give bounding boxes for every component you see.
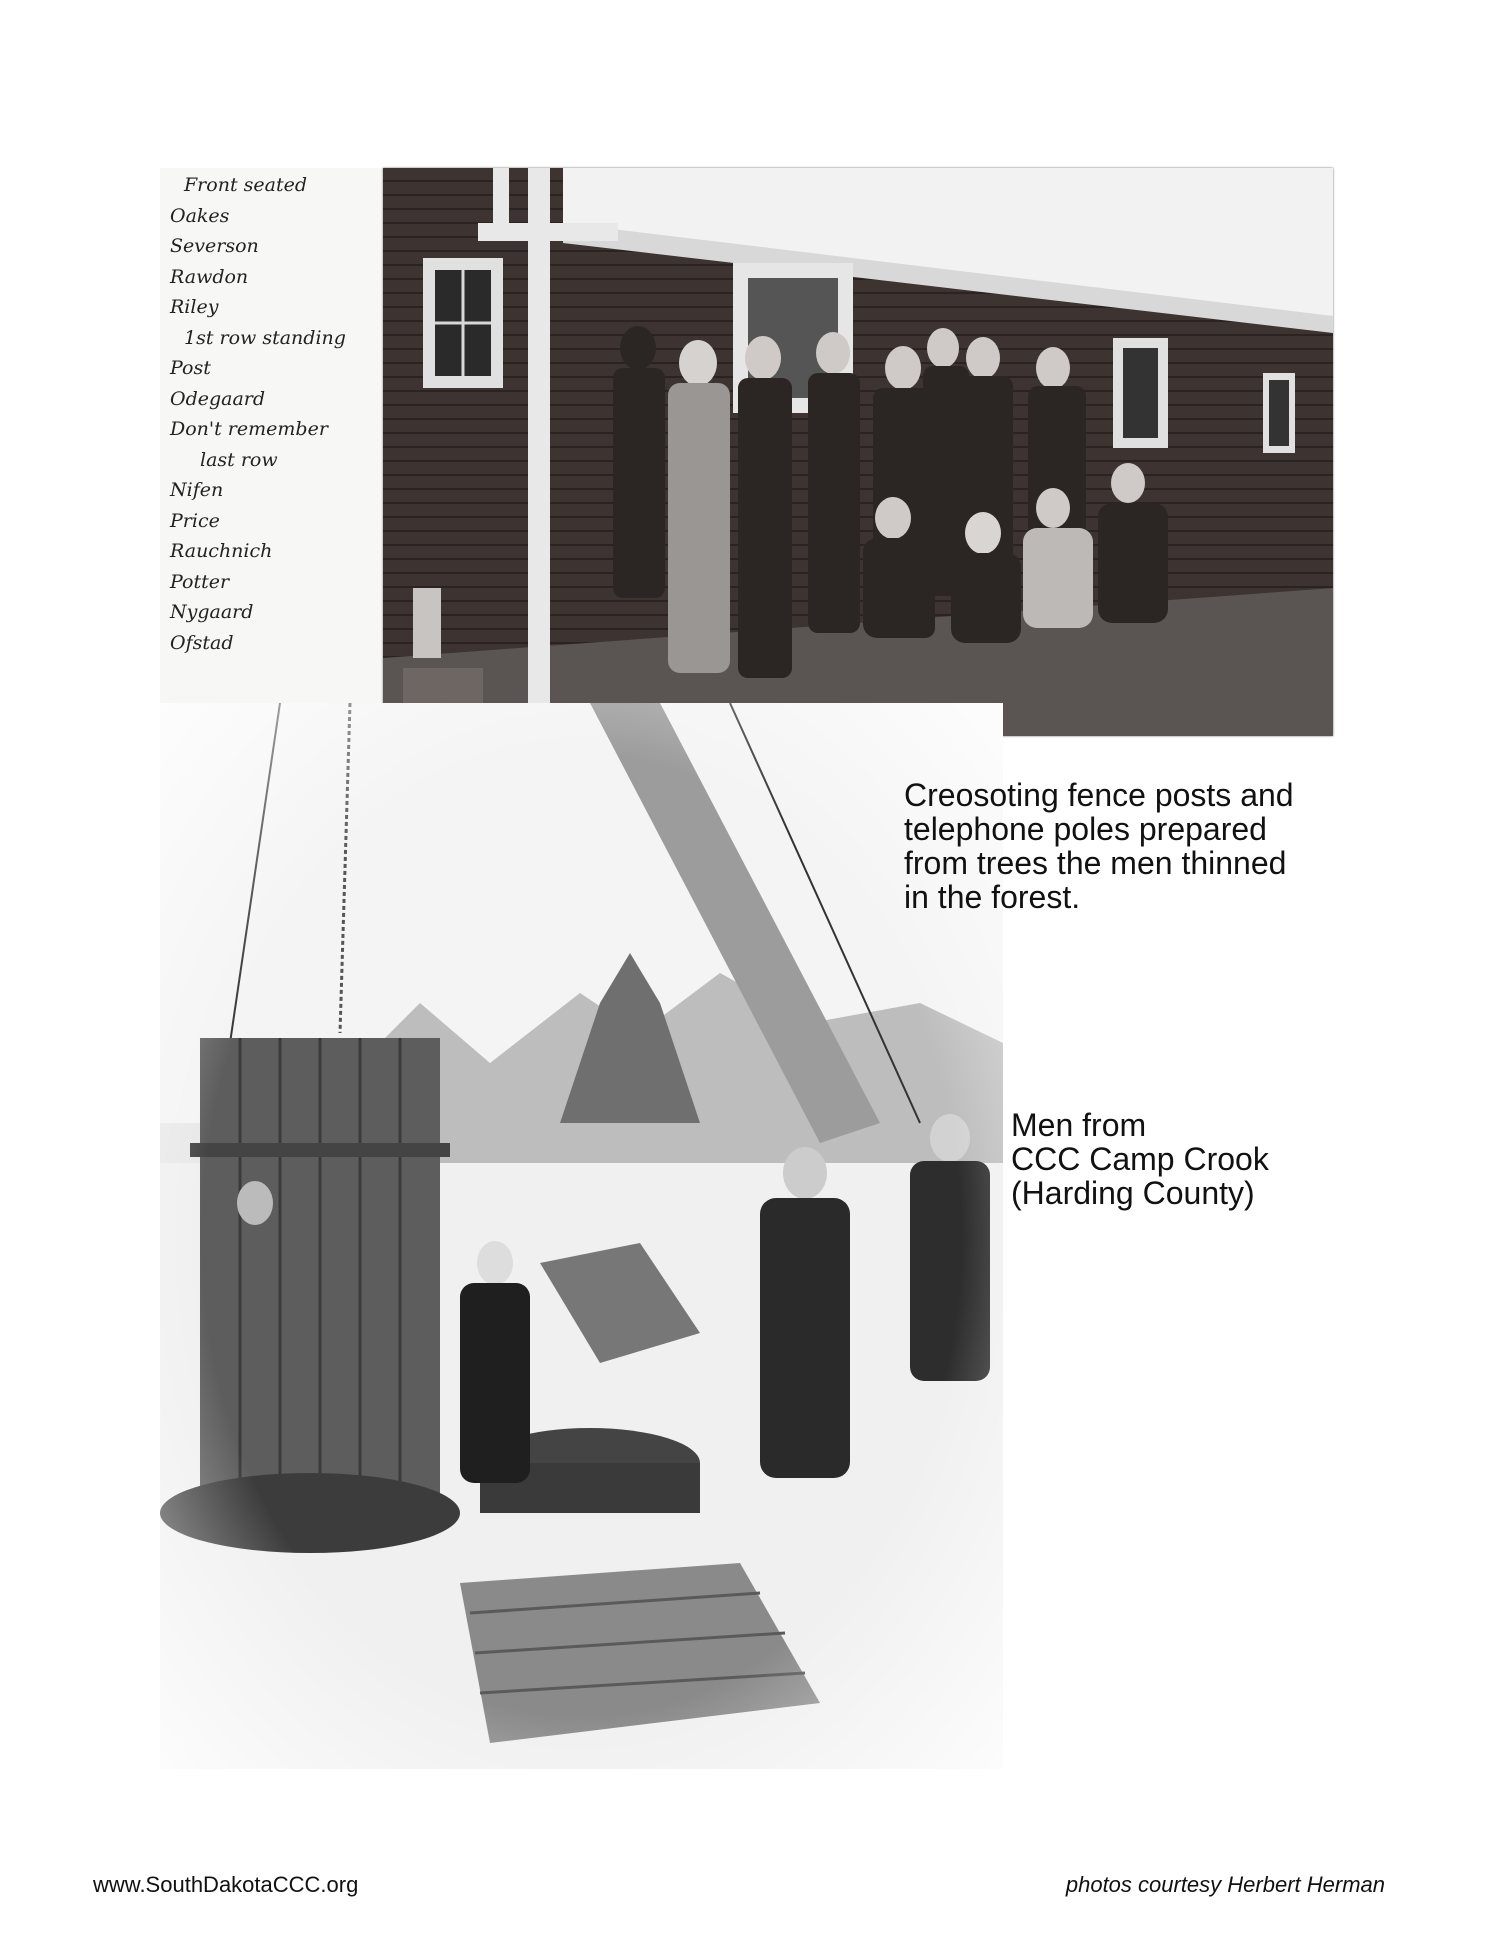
creosoting-photo — [160, 703, 1003, 1769]
group-photo — [383, 168, 1333, 736]
name-item: Price — [170, 509, 220, 532]
group-photo-illustration — [383, 168, 1333, 736]
last-row-label: last row — [200, 448, 278, 471]
name-item: Nifen — [170, 479, 224, 501]
first-row-label: 1st row standing — [184, 326, 346, 349]
name-item: Oakes — [170, 204, 230, 227]
creosoting-photo-illustration — [160, 703, 1003, 1769]
name-item: Potter — [170, 570, 230, 593]
name-item: Don't remember — [170, 418, 328, 440]
name-item: Severson — [170, 235, 259, 257]
name-item: Ofstad — [170, 631, 234, 654]
photo-credit: photos courtesy Herbert Herman — [1065, 1872, 1385, 1897]
name-item: Rawdon — [170, 265, 249, 288]
creosoting-caption: Creosoting fence posts and telephone poles prepared from trees the men thinned in the forest. — [904, 777, 1294, 915]
name-item: Rauchnich — [170, 540, 273, 562]
name-item: Post — [170, 357, 211, 379]
website-link[interactable]: www.SouthDakotaCCC.org — [93, 1872, 359, 1897]
handwritten-names-panel — [160, 168, 382, 703]
name-item: Riley — [170, 296, 219, 318]
names-header: Front seated — [184, 174, 307, 196]
name-item: Odegaard — [170, 387, 266, 410]
camp-crook-caption: Men from CCC Camp Crook (Harding County) — [1011, 1107, 1269, 1211]
name-item: Nygaard — [170, 601, 254, 623]
